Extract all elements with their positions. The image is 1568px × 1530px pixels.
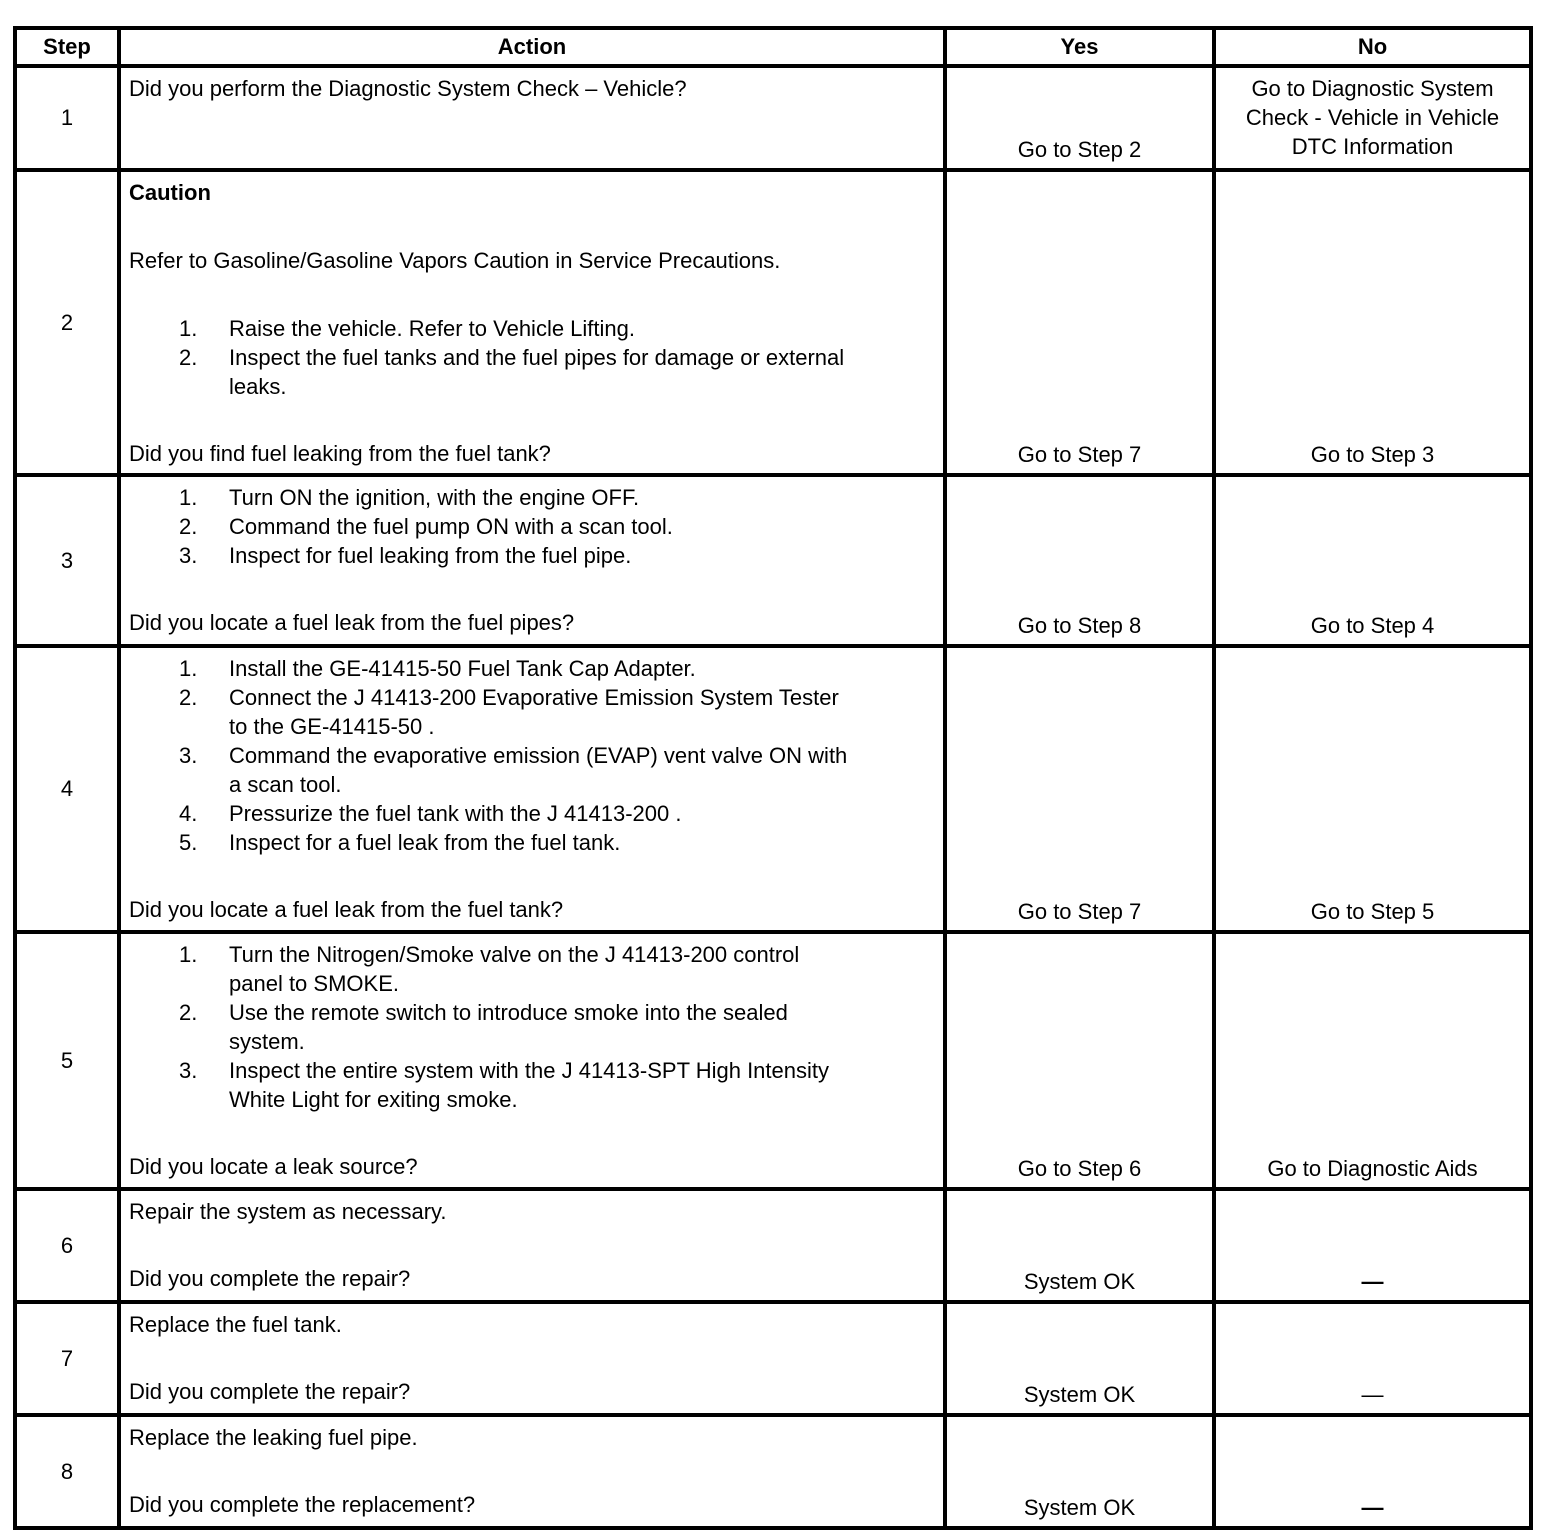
no-link[interactable]: Go to Step 5 [1310, 899, 1435, 924]
yes-cell [945, 170, 1214, 475]
action-question: Did you complete the repair? [129, 1379, 411, 1404]
yes-result: System OK [1023, 1382, 1136, 1407]
action-question: Did you perform the Diagnostic System Check – Vehicle? [129, 76, 687, 101]
step-number: 5 [15, 932, 119, 1189]
step-number: 7 [15, 1302, 119, 1415]
yes-cell [945, 1415, 1214, 1528]
action-cell [119, 170, 945, 475]
no-link[interactable]: Go to Step 3 [1310, 442, 1435, 467]
list-item: 2. Connect the J 41413-200 Evaporative Emission System Tester to the GE-41415-50 . [179, 685, 839, 739]
action-question: Did you locate a fuel leak from the fuel pipes? [129, 610, 575, 635]
step-number: 6 [15, 1189, 119, 1302]
yes-result: System OK [1023, 1495, 1136, 1520]
step-number: 2 [15, 170, 119, 475]
action-text: Replace the fuel tank. [129, 1312, 342, 1337]
table-row [15, 646, 1531, 932]
yes-cell [945, 1302, 1214, 1415]
yes-cell [945, 932, 1214, 1189]
table-row [15, 475, 1531, 646]
header-action: Action [119, 28, 945, 66]
yes-cell [945, 66, 1214, 170]
no-link[interactable]: Go to Step 4 [1310, 613, 1435, 638]
procedure-list [129, 654, 935, 857]
no-cell [1214, 932, 1531, 1189]
no-dash: — [1361, 1269, 1384, 1294]
list-item: 2. Inspect the fuel tanks and the fuel pipes for damage or external leaks. [179, 345, 845, 399]
header-step: Step [15, 28, 119, 66]
yes-result: System OK [1023, 1269, 1136, 1294]
no-cell [1214, 646, 1531, 932]
action-cell [119, 1189, 945, 1302]
yes-cell [945, 1189, 1214, 1302]
no-cell [1214, 66, 1531, 170]
action-question: Did you complete the repair? [129, 1266, 411, 1291]
list-item: 1. Turn the Nitrogen/Smoke valve on the J 41413-200 control panel to SMOKE. [179, 942, 800, 996]
list-item: 3. Inspect for fuel leaking from the fuel pipe. [179, 543, 632, 568]
action-question: Did you locate a fuel leak from the fuel tank? [129, 897, 564, 922]
action-question: Did you find fuel leaking from the fuel tank? [129, 441, 551, 466]
no-link-line[interactable]: DTC Information [1291, 134, 1454, 159]
table-row [15, 1302, 1531, 1415]
no-cell [1214, 1189, 1531, 1302]
step-number: 8 [15, 1415, 119, 1528]
action-cell [119, 932, 945, 1189]
header-yes: Yes [945, 28, 1214, 66]
no-link-line[interactable]: Check - Vehicle in Vehicle [1245, 105, 1500, 130]
procedure-list [129, 314, 935, 401]
no-dash: — [1361, 1382, 1384, 1407]
procedure-list [129, 940, 935, 1114]
list-item: 1. Install the GE-41415-50 Fuel Tank Cap Adapter. [179, 656, 696, 681]
table-header-row [15, 28, 1531, 66]
action-text: Replace the leaking fuel pipe. [129, 1425, 418, 1450]
no-link-line[interactable]: Go to Diagnostic System [1251, 76, 1494, 101]
yes-link[interactable]: Go to Step 8 [1017, 613, 1142, 638]
table-row [15, 932, 1531, 1189]
step-number: 3 [15, 475, 119, 646]
caution-text: Refer to Gasoline/Gasoline Vapors Caution in Service Precautions. [129, 248, 781, 273]
header-no: No [1214, 28, 1531, 66]
yes-link[interactable]: Go to Step 7 [1017, 899, 1142, 924]
action-cell [119, 66, 945, 170]
yes-link[interactable]: Go to Step 7 [1017, 442, 1142, 467]
action-cell [119, 1302, 945, 1415]
diagnostic-table [13, 26, 1533, 1530]
list-item: 1. Turn ON the ignition, with the engine OFF. [179, 485, 640, 510]
action-cell [119, 1415, 945, 1528]
no-link[interactable]: Go to Diagnostic Aids [1267, 1156, 1478, 1181]
action-question: Did you complete the replacement? [129, 1492, 476, 1517]
step-number: 1 [15, 66, 119, 170]
no-cell [1214, 170, 1531, 475]
list-item: 1. Raise the vehicle. Refer to Vehicle Lifting. [179, 316, 636, 341]
list-item: 4. Pressurize the fuel tank with the J 41413-200 . [179, 801, 682, 826]
action-text: Repair the system as necessary. [129, 1199, 447, 1224]
yes-cell [945, 646, 1214, 932]
table-row [15, 1189, 1531, 1302]
list-item: 5. Inspect for a fuel leak from the fuel tank. [179, 830, 621, 855]
caution-title: Caution [129, 180, 211, 205]
table-row [15, 1415, 1531, 1528]
list-item: 2. Use the remote switch to introduce smoke into the sealed system. [179, 1000, 788, 1054]
action-cell [119, 475, 945, 646]
list-item: 2. Command the fuel pump ON with a scan tool. [179, 514, 673, 539]
list-item: 3. Command the evaporative emission (EVAP) vent valve ON with a scan tool. [179, 743, 848, 797]
no-cell [1214, 475, 1531, 646]
action-question: Did you locate a leak source? [129, 1154, 418, 1179]
table-row [15, 66, 1531, 170]
no-cell [1214, 1415, 1531, 1528]
table-row [15, 170, 1531, 475]
step-number: 4 [15, 646, 119, 932]
yes-cell [945, 475, 1214, 646]
yes-link[interactable]: Go to Step 6 [1017, 1156, 1142, 1181]
procedure-list [129, 483, 935, 570]
no-dash: — [1361, 1495, 1384, 1520]
action-cell [119, 646, 945, 932]
no-cell [1214, 1302, 1531, 1415]
list-item: 3. Inspect the entire system with the J 41413-SPT High Intensity White Light for exiting smoke. [179, 1058, 830, 1112]
yes-link[interactable]: Go to Step 2 [1017, 137, 1142, 162]
